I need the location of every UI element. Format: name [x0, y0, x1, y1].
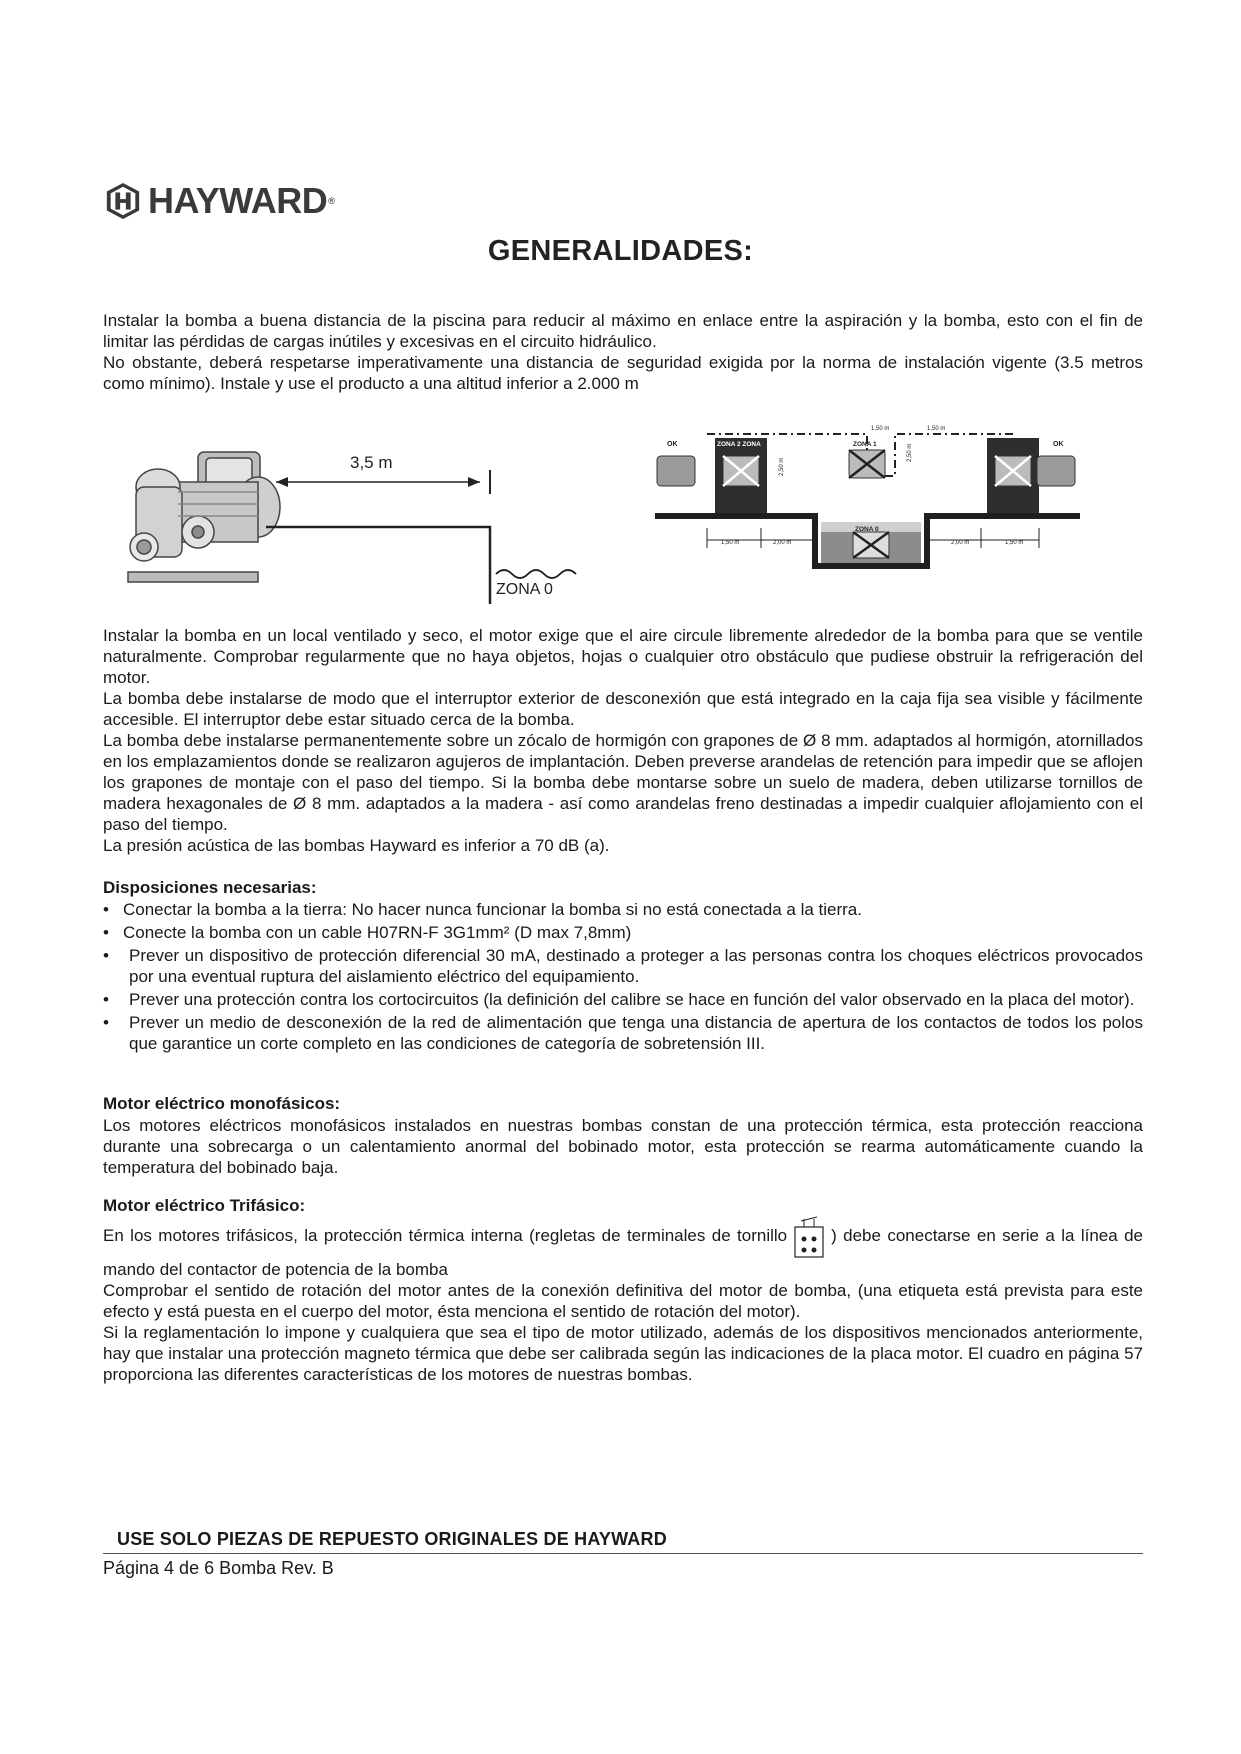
- list-item: • Conecte la bomba con un cable H07RN-F 3G1mm² (D max 7,8mm): [103, 923, 632, 942]
- install-paragraph: La presión acústica de las bombas Hayward es inferior a 70 dB (a).: [103, 836, 610, 855]
- dim-top-a: 1,50 m: [871, 426, 890, 432]
- dim-bottom-b: 2,00 m: [773, 540, 792, 546]
- hayward-logo: [104, 180, 364, 222]
- intro-paragraph: No obstante, deberá respetarse imperativamente una distancia de seguridad exigida por la norma de instalación vigente (3.5 metros como mínimo). Instale y use el producto a una altitud inferior a 2.000 m: [103, 353, 1143, 393]
- disposiciones-list: [103, 899, 1143, 1056]
- ok-left-label: OK: [667, 441, 678, 448]
- distance-label: 3,5 m: [350, 453, 393, 472]
- list-item: • Prever un medio de desconexión de la red de alimentación que tenga una distancia de apertura de los contactos de todos los polos que garantice un corte completo en las condiciones de categoría de sobretensión III.: [103, 1013, 1143, 1053]
- footer-warning: USE SOLO PIEZAS DE REPUESTO ORIGINALES DE HAYWARD: [117, 1529, 667, 1549]
- monofasico-heading: Motor eléctrico monofásicos:: [103, 1094, 341, 1113]
- footer-divider: [103, 1553, 1143, 1554]
- dim-vert-a: 2,50 m: [779, 457, 785, 476]
- list-item: • Prever una protección contra los cortocircuitos (la definición del calibre se hace en función del valor observado en la placa del motor).: [103, 990, 1135, 1009]
- zone-0-label: ZONA 0: [496, 581, 553, 598]
- hayward-h-icon: [104, 182, 142, 220]
- pool-zones-figure: [655, 418, 1080, 573]
- monofasico-paragraph: Los motores eléctricos monofásicos instalados en nuestras bombas constan de una protección térmica, esta protección reacciona durante una sobrecarga o un calentamiento anormal del bobinado motor, esta protección se rearma automáticamente cuando la temperatura del bobinado baja.: [103, 1116, 1143, 1177]
- install-paragraph: La bomba debe instalarse de modo que el interruptor exterior de desconexión que está integrado en la caja fija sea visible y fácilmente accesible. El interruptor debe estar situado cerca de la bomba.: [103, 689, 1143, 729]
- zona-1-label: ZONA 1: [853, 441, 877, 448]
- pool-edge: [266, 527, 490, 604]
- trifasico-heading: Motor eléctrico Trifásico:: [103, 1196, 306, 1215]
- registered-mark: ®: [328, 196, 335, 206]
- install-paragraph: La bomba debe instalarse permanentemente sobre un zócalo de hormigón con grapones de Ø 8 mm. adaptados al hormigón, atornillados en los emplazamientos donde se realizaron agujeros de implantación. Deben preverse arandelas de retención para impedir que se aflojen los grapones de montaje con el paso del tiempo. Si la bomba debe montarse sobre un suelo de madera, deben utilizarse tornillos de madera hexagonales de Ø 8 mm. adaptados a la madera - así como arandelas freno destinadas a impedir cualquier aflojamiento con el paso del tiempo.: [103, 731, 1143, 834]
- pump-illustration: [128, 452, 280, 582]
- zona-2-label: ZONA 2 ZONA: [717, 441, 761, 448]
- monofasico-text: [103, 1115, 1143, 1178]
- page-number: Página 4 de 6 Bomba Rev. B: [103, 1558, 334, 1578]
- dim-bottom-c: 2,00 m: [951, 540, 970, 546]
- list-item: • Conectar la bomba a la tierra: No hacer nunca funcionar la bomba si no está conectada a la tierra.: [103, 900, 862, 919]
- list-item: • Prever un dispositivo de protección diferencial 30 mA, destinado a proteger a las personas contra los choques eléctricos provocados por una eventual ruptura del aislamiento eléctrico del equipamiento.: [103, 946, 1143, 986]
- zona-0-label: ZONA 0: [855, 526, 879, 533]
- intro-section: [103, 310, 1143, 394]
- install-paragraph: Instalar la bomba en un local ventilado y seco, el motor exige que el aire circule libremente alrededor de la bomba para que se ventile naturalmente. Comprobar regularmente que no haya objetos, hojas o cualquier otro obstáculo que pudiese obstruir la refrigeración del motor.: [103, 626, 1143, 687]
- intro-paragraph: Instalar la bomba a buena distancia de la piscina para reducir al máximo en enlace entre la aspiración y la bomba, esto con el fin de limitar las pérdidas de cargas inútiles y excesivas en el circuito hidráulico.: [103, 311, 1143, 351]
- ok-right-label: OK: [1053, 441, 1064, 448]
- dim-top-b: 1,50 m: [927, 426, 946, 432]
- trifasico-paragraph: Si la reglamentación lo impone y cualquiera que sea el tipo de motor utilizado, además de los dispositivos mencionados anteriormente, hay que instalar una protección magneto térmica que debe ser calibrada según las indicaciones de la placa motor. El cuadro en página 57 proporciona las diferentes características de los motores de nuestras bombas.: [103, 1323, 1143, 1384]
- trifasico-paragraph: Comprobar el sentido de rotación del motor antes de la conexión definitiva del motor de bomba, (una etiqueta está prevista para este efecto y está puesta en el cuerpo del motor, ésta menciona el sentido de rotación del motor).: [103, 1281, 1143, 1321]
- water-wave: [496, 570, 576, 578]
- trifasico-text: [103, 1215, 1143, 1385]
- dim-bottom-d: 1,50 m: [1005, 540, 1024, 546]
- page-title: GENERALIDADES:: [487, 235, 754, 267]
- thermal-switch-icon: [789, 1215, 829, 1259]
- trifasico-paragraph: En los motores trifásicos, la protección térmica interna (regletas de terminales de tornillo ) debe conectarse en serie a la línea de mando del contactor de potencia de la bomba: [103, 1215, 1143, 1280]
- installation-section: [103, 625, 1143, 856]
- disposiciones-heading: Disposiciones necesarias:: [103, 878, 317, 897]
- dim-vert-b: 2,50 m: [907, 443, 913, 462]
- dim-bottom-a: 1,50 m: [721, 540, 740, 546]
- brand-name: HAYWARD: [148, 180, 328, 221]
- pump-distance-figure: [118, 432, 588, 604]
